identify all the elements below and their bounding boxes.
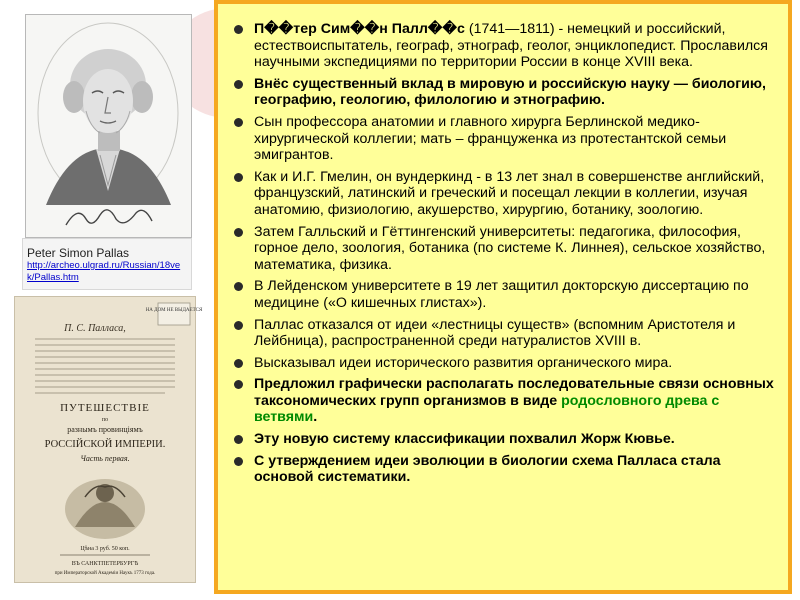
book-title-3: разнымъ провинціямъ [67, 425, 143, 434]
highlight-text: родословного древа с ветвями [254, 392, 720, 426]
bullet-item: Как и И.Г. Гмелин, он вундеркинд - в 13 лет знал в совершенстве английский, французский, латинский и греческий и посещал лекции в коллегии, изучая анатомию, физиологию, акушерство, хирургию, ботанику, зоологию. [232, 169, 774, 219]
book-stamp: НА ДОМ НЕ ВЫДАЕТСЯ [145, 308, 203, 313]
bullet-item: Внёс существенный вклад в мировую и российскую науку — биологию, географию, геологию, филологию и этнографию. [232, 76, 774, 109]
book-vignette [65, 479, 145, 539]
book-title-2: по [101, 417, 109, 423]
bullet-item: Паллас отказался от идеи «лестницы существ» (вспомним Аристотеля и Лейбница), распространенной среди натуралистов XVIII в. [232, 317, 774, 350]
bullet-item: Затем Галльский и Гёттингенский университеты: педагогика, философия, горное дело, зоология, ботаника (по системе К. Линнея), сельское хозяйство, математика, физика. [232, 224, 774, 274]
bullet-text: (1741—1811) - немецкий и российский, естествоиспытатель, географ, этнограф, геолог, энциклопедист. Прославился научными экспедициями по территории России в конце XVIII века. [254, 21, 768, 71]
book-author: П. С. Палласа, [64, 323, 126, 334]
pallas-portrait-drawing [26, 15, 191, 237]
book-title-1: ПУТЕШЕСТВІЕ [60, 402, 150, 414]
bullet-item [232, 21, 774, 71]
bullet-item [232, 376, 774, 426]
bullet-item: Эту новую систему классификации похвалил Жорж Кювье. [232, 431, 774, 448]
book-part: Часть первая. [80, 454, 130, 463]
book-city: ВЪ САНКТПЕТЕРБУРГѢ [71, 561, 139, 567]
book-press: при Императорской Академіи Наукъ 1773 года. [54, 571, 156, 576]
text-panel [214, 0, 792, 594]
book-price: Цѣна 3 руб. 50 коп. [80, 546, 130, 552]
bullet-text: Предложил графически располагать последовательные связи основных таксономических групп организмов в виде [254, 376, 774, 409]
bullet-item: В Лейденском университете в 19 лет защитил докторскую диссертацию по медицине («О кишечных глистах»). [232, 278, 774, 311]
caption-name: Peter Simon Pallas [27, 246, 130, 260]
portrait-caption [22, 238, 192, 290]
portrait-image [25, 14, 192, 238]
bullet-item: Сын профессора анатомии и главного хирурга Берлинской медико-хирургической коллегии; мать – француженка из протестантской семьи эмигрантов. [232, 114, 774, 164]
bullet-item: С утверждением идеи эволюции в биологии схема Палласа стала основой систематики. [232, 453, 774, 486]
book-title-page-drawing [15, 297, 203, 582]
bullet-list [232, 21, 774, 486]
name-heading: П��тер Сим��н Палл��с [254, 21, 465, 37]
source-link[interactable]: http://archeo.ulgrad.ru/Russian/18vek/Pallas.htm [27, 260, 181, 283]
bullet-item: Высказывал идеи исторического развития органического мира. [232, 355, 774, 372]
book-title-4: РОССІЙСКОЙ ИМПЕРІИ. [44, 439, 166, 450]
bullet-text-end: . [313, 409, 318, 426]
book-title-page-image [14, 296, 203, 583]
